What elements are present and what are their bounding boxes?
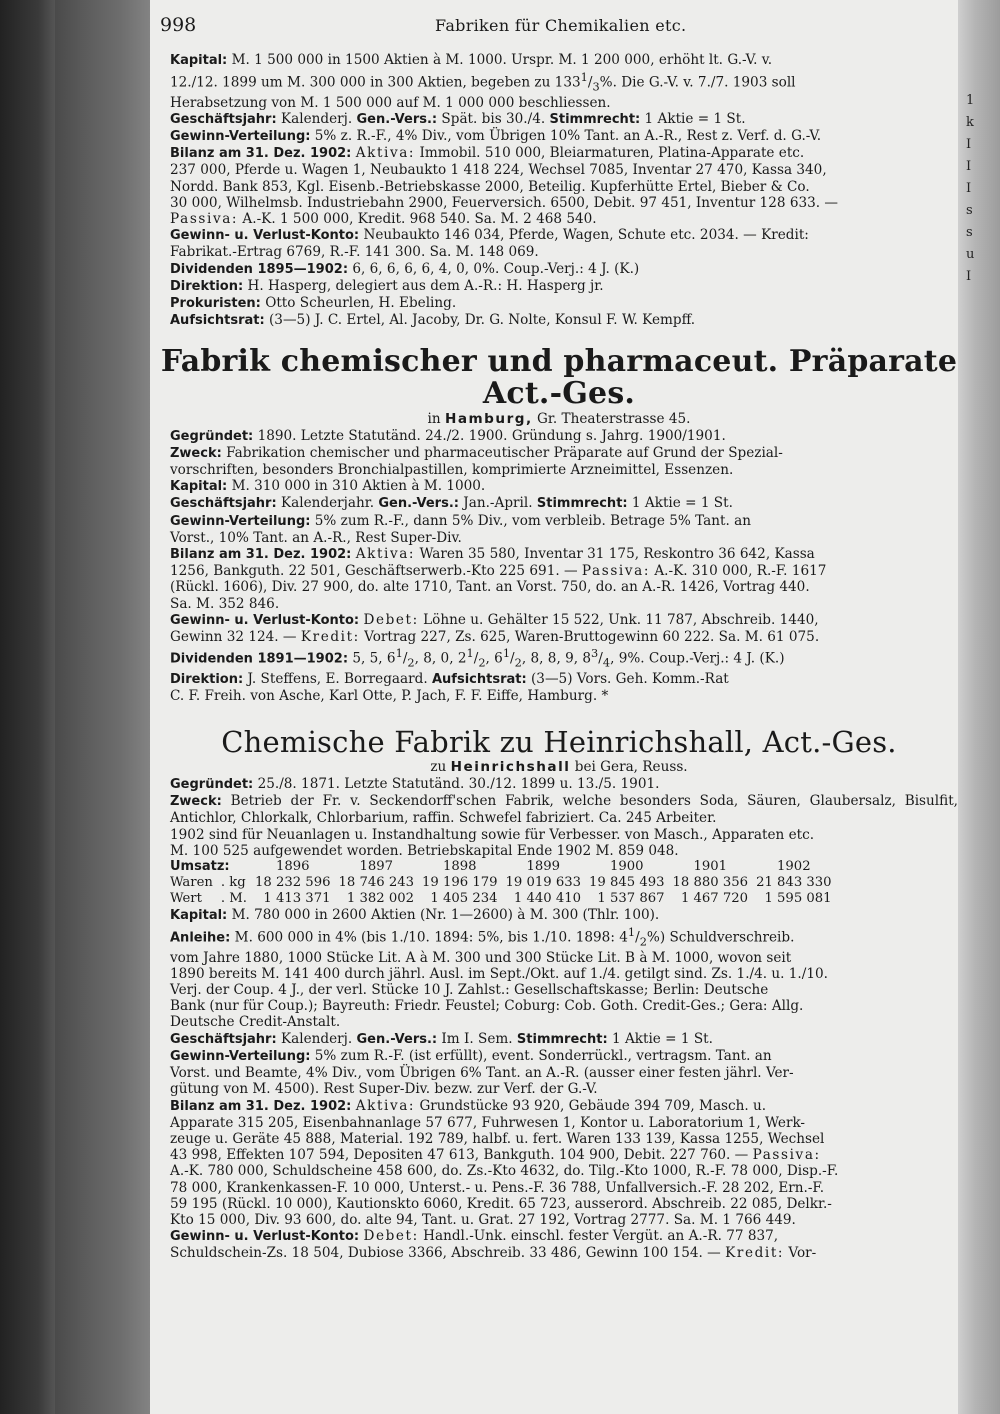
entry-two-city: Hamburg, [444,410,533,427]
umsatz-cell: 1 467 720 [680,891,749,907]
entry-text-line: Gewinn 32 124. — Kredit: Vortrag 227, Zs. 625, Waren-Bruttogewinn 60 222. Sa. M. 61 075. [170,628,820,645]
umsatz-year: 1897 [359,859,394,875]
entry-text-line: Geschäftsjahr: Kalenderjahr. Gen.-Vers.: Jan.-April. Stimmrecht: 1 Aktie = 1 St. [170,495,733,512]
next-page-margin-text [966,90,996,288]
entry-text-line: (Rückl. 1606), Div. 27 900, do. alte 1710, Tant. an Vorst. 750, do. an A.-R. 1426, Vortrag 440. [170,579,810,596]
umsatz-cell: 19 019 633 [505,875,582,891]
umsatz-row-name: Waren [170,875,213,891]
margin-letter: u [966,247,975,262]
umsatz-cell: 21 843 330 [756,875,832,891]
entry-text-line: Sa. M. 352 846. [170,595,280,612]
page-number: 998 [160,14,197,36]
entry-text-line: M. 100 525 aufgewendet worden. Betriebskapital Ende 1902 M. 859 048. [170,842,679,859]
entry-text-line: 78 000, Krankenkassen-F. 10 000, Unterst.- u. Pens.-F. 36 788, Unfallversich.-F. 28 202, Ern.-F. [170,1179,825,1196]
entry-text-line: Gewinn- u. Verlust-Konto: Neubaukto 146 034, Pferde, Wagen, Schute etc. 2034. — Kredit: [170,227,809,244]
margin-letter: k [966,115,974,130]
entry-text-line: 12./12. 1899 um M. 300 000 in 300 Aktien, begeben zu $133^1/_3\%$. Die G.-V. v. 7./7. 1903 soll [170,70,796,94]
entry-text-line: vorschriften, besonders Bronchialpastillen, komprimierte Arzneimittel, Essenzen. [170,461,734,478]
entry-text-line: Schuldschein-Zs. 18 504, Dubiose 3366, Abschreib. 33 486, Gewinn 100 154. — Kredit: Vor- [170,1245,817,1262]
book-binding-edge [0,0,150,1414]
umsatz-row-name: Wert [170,891,202,907]
entry-text-line: Nordd. Bank 853, Kgl. Eisenb.-Betriebskasse 2000, Beteilig. Kupferhütte Ertel, Bieber & Co. [170,178,810,195]
book-spine-shadow [0,0,55,1414]
entry-text-line: Kapital: M. 780 000 in 2600 Aktien (Nr. 1—2600) à M. 300 (Thlr. 100). [170,907,660,924]
entry-text-line: 30 000, Wilhelmsb. Industriebahn 2900, Feuerversich. 6500, Debit. 97 451, Inventur 128 633. — [170,194,838,211]
entry-text-line: Deutsche Credit-Anstalt. [170,1014,341,1031]
umsatz-label: Umsatz: [170,859,230,875]
entry-text-line: 59 195 (Rückl. 10 000), Kautionskto 6060, Kredit. 65 723, ausserord. Abschreib. 22 085, Delkr.- [170,1195,832,1212]
entry-text-line: Vorst., 10% Tant. an A.-R., Rest Super-Div. [170,529,462,546]
umsatz-row-unit: . M. [220,891,247,907]
margin-letter: s [966,203,973,218]
entry-two-address: Gr. Theaterstrasse 45. [537,410,691,427]
running-title: Fabriken für Chemikalien etc. [435,16,687,35]
umsatz-cell: 18 746 243 [338,875,414,891]
umsatz-row-wert [170,891,840,907]
entry-text-line: Direktion: H. Hasperg, delegiert aus dem A.-R.: H. Hasperg jr. [170,277,604,294]
page-header [160,12,958,42]
entry-text-line: Zweck: Betrieb der Fr. v. Seckendorff'schen Fabrik, welche besonders Soda, Säuren, Glaubersalz, Bisulfit, Antichlor, Chlorkalk, Chlorbarium, raffin. Schwefel fabriziert. Ca. 245 Arbeiter. [170,793,958,827]
entry-text-line: Anleihe: M. 600 000 in 4% (bis 1./10. 1894: 5%, bis 1./10. 1898: $4^1/_2\%$) Schuldverschreib. [170,925,795,949]
page-content [160,12,958,1262]
entry-three-location [160,758,958,776]
margin-letter: I [966,137,972,152]
margin-letter: I [966,181,972,196]
entry-text-line: 1902 sind für Neuanlagen u. Instandhaltung sowie für Verbesser. von Masch., Apparaten etc. [170,826,815,843]
umsatz-year: 1902 [777,859,811,875]
entry-three-lines-a [170,776,958,859]
entry-text-line: Gewinn- u. Verlust-Konto: Debet: Handl.-Unk. einschl. fester Vergüt. an A.-R. 77 837, [170,1228,779,1245]
entry-text-line: Gewinn-Verteilung: 5% zum R.-F., dann 5% Div., vom verbleib. Betrage 5% Tant. an [170,512,751,529]
entry-text-line: 1890 bereits M. 141 400 durch jährl. Ausl. im Sept./Okt. auf 1./4. getilgt sind. Zs. 1./4. u. 1./10. [170,965,828,982]
margin-letter: I [966,269,972,284]
entry-text-line: zeuge u. Geräte 45 888, Material. 192 789, halbf. u. fert. Waren 133 139, Kassa 1255, Wechsel [170,1130,825,1147]
entry-text-line: 1256, Bankguth. 22 501, Geschäftserwerb.-Kto 225 691. — Passiva: A.-K. 310 000, R.-F. 1617 [170,563,827,580]
umsatz-row-unit: . kg [220,875,246,891]
entry-text-line: Herabsetzung von M. 1 500 000 auf M. 1 000 000 beschliessen. [170,94,611,111]
entry-text-line: Zweck: Fabrikation chemischer und pharmaceutischer Präparate auf Grund der Spezial- [170,444,783,461]
entry-text-line: Kapital: M. 1 500 000 in 1500 Aktien à M. 1000. Urspr. M. 1 200 000, erhöht lt. G.-V. v. [170,52,773,68]
entry-text-line: gütung von M. 4500). Rest Super-Div. bezw. zur Verf. der G.-V. [170,1081,598,1098]
entry-two-body [160,428,958,705]
entry-three-city: Heinrichshall [450,759,571,775]
umsatz-cell: 18 880 356 [672,875,749,891]
margin-letter: I [966,159,972,174]
umsatz-header-row [170,859,840,875]
entry-text-line: Gewinn-Verteilung: 5% zum R.-F. (ist erfüllt), event. Sonderrückl., vertragsm. Tant. an [170,1047,772,1064]
entry-text-line: Dividenden 1895—1902: 6, 6, 6, 6, 6, 4, 0, 0%. Coup.-Verj.: 4 J. (K.) [170,260,640,277]
entry-text-line: Apparate 315 205, Eisenbahnanlage 57 677, Fuhrwesen 1, Kontor u. Laboratorium 1, Werk- [170,1114,806,1131]
entry-three-sub-prefix: zu [430,759,447,775]
entry-text-line: Gegründet: 1890. Letzte Statutänd. 24./2. 1900. Gründung s. Jahrg. 1900/1901. [170,427,726,444]
umsatz-year: 1898 [442,859,477,875]
margin-letter: 1 [966,93,975,108]
entry-text-line: 237 000, Pferde u. Wagen 1, Neubaukto 1 418 224, Wechsel 7085, Inventar 27 470, Kassa 340, [170,162,827,179]
umsatz-year: 1901 [693,859,728,875]
entry-text-line: Gegründet: 25./8. 1871. Letzte Statutänd. 30./12. 1899 u. 13./5. 1901. [170,776,660,792]
entry-two-location [160,410,958,428]
entry-three-title: Chemische Fabrik zu Heinrichshall, Act.-Ges. [221,725,897,759]
umsatz-row-waren [170,875,840,891]
entry-text-line: C. F. Freih. von Asche, Karl Otte, P. Jach, F. F. Eiffe, Hamburg. * [170,687,609,704]
entry-text-line: Bank (nur für Coup.); Bayreuth: Friedr. Feustel; Coburg: Cob. Goth. Credit-Ges.; Gera: Allg. [170,998,804,1015]
entry-text-line: Verj. der Coup. 4 J., der verl. Stücke 10 J. Zahlst.: Gesellschaftskasse; Berlin: Deutsche [170,982,769,999]
umsatz-cell: 1 595 081 [764,891,832,907]
umsatz-cell: 18 232 596 [254,875,331,891]
umsatz-year: 1899 [526,859,561,875]
entry-text-line: Dividenden 1891—1902: 5, 5, $6^1/_2$, 8, 0, $2^1/_2$, $6^1/_2$, 8, 8, 9, $8^3/_4$, 9%. Coup.-Verj.: 4 J. (K.) [170,646,785,670]
entry-text-line: Geschäftsjahr: Kalenderj. Gen.-Vers.: Im I. Sem. Stimmrecht: 1 Aktie = 1 St. [170,1030,713,1047]
umsatz-cell: 1 537 867 [597,891,665,907]
entry-text-line: Aufsichtsrat: (3—5) J. C. Ertel, Al. Jacoby, Dr. G. Nolte, Konsul F. W. Kempff. [170,312,696,329]
umsatz-year: 1900 [610,859,644,875]
entry-text-line: Prokuristen: Otto Scheurlen, H. Ebeling. [170,295,457,312]
entry-two-lines [170,428,958,705]
umsatz-cell: 1 440 410 [513,891,582,907]
entry-text-line: Bilanz am 31. Dez. 1902: Aktiva: Immobil. 510 000, Bleiarmaturen, Platina-Apparate etc. [170,145,805,162]
entry-text-line: Vorst. und Beamte, 4% Div., vom Übrigen 6% Tant. an A.-R. (ausser einer festen jährl. Ver- [170,1065,794,1082]
entry-text-line: A.-K. 780 000, Schuldscheine 458 600, do. Zs.-Kto 4632, do. Tilg.-Kto 1000, R.-F. 78 000, Disp.-F. [170,1163,839,1180]
entry-text-line: Geschäftsjahr: Kalenderj. Gen.-Vers.: Spät. bis 30./4. Stimmrecht: 1 Aktie = 1 St. [170,110,746,127]
entry-text-line: Direktion: J. Steffens, E. Borregaard. Aufsichtsrat: (3—5) Vors. Geh. Komm.-Rat [170,670,729,687]
entry-text-line: 43 998, Effekten 107 594, Depositen 47 613, Bankguth. 104 900, Debit. 227 760. — Passiva: [170,1147,821,1164]
umsatz-cell: 19 845 493 [589,875,665,891]
entry-text-line: Bilanz am 31. Dez. 1902: Aktiva: Waren 35 580, Inventar 31 175, Reskontro 36 642, Kassa [170,545,815,562]
entry-two-title: Fabrik chemischer und pharmaceut. Präparate Act.-Ges. [160,343,958,411]
entry-text-line: Bilanz am 31. Dez. 1902: Aktiva: Grundstücke 93 920, Gebäude 394 709, Masch. u. [170,1097,767,1114]
umsatz-table [170,859,840,907]
entry-top-lines [170,52,958,330]
umsatz-cell: 1 413 371 [263,891,331,907]
umsatz-cell: 1 382 002 [346,891,414,907]
umsatz-year: 1896 [275,859,310,875]
entry-three-address: bei Gera, Reuss. [574,759,688,775]
entry-two-sub-prefix: in [427,410,441,427]
entry-three-lines-b [170,907,958,1262]
entry-three-body [160,776,958,1262]
book-page [150,0,958,1414]
entry-text-line: vom Jahre 1880, 1000 Stücke Lit. A à M. 300 und 300 Stücke Lit. B à M. 1000, wovon seit [170,949,792,966]
entry-text-line: Gewinn- u. Verlust-Konto: Debet: Löhne u. Gehälter 15 522, Unk. 11 787, Abschreib. 1440, [170,611,819,628]
entry-text-line: Kapital: M. 310 000 in 310 Aktien à M. 1000. [170,478,486,495]
entry-top [160,52,958,330]
entry-text-line: Kto 15 000, Div. 93 600, do. alte 94, Tant. u. Grat. 27 192, Vortrag 2777. Sa. M. 1 766 449. [170,1211,796,1228]
umsatz-cell: 1 405 234 [430,891,498,907]
umsatz-cell: 19 196 179 [422,875,498,891]
entry-text-line: Gewinn-Verteilung: 5% z. R.-F., 4% Div., vom Übrigen 10% Tant. an A.-R., Rest z. Verf. d. G.-V. [170,128,822,145]
margin-letter: s [966,225,973,240]
entry-text-line: Passiva: A.-K. 1 500 000, Kredit. 968 540. Sa. M. 2 468 540. [170,211,597,228]
entry-text-line: Fabrikat.-Ertrag 6769, R.-F. 141 300. Sa. M. 148 069. [170,244,539,261]
